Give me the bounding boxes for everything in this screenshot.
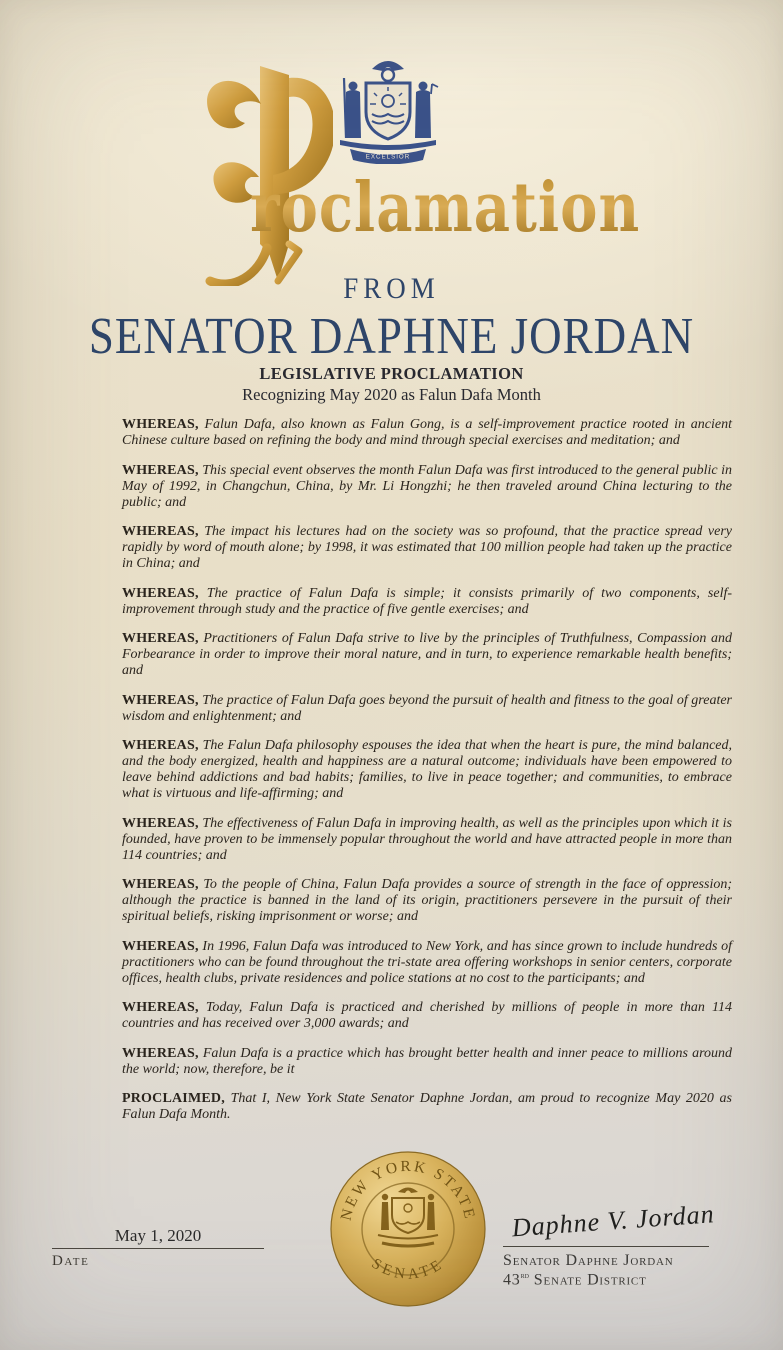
- whereas-paragraph: [122, 877, 732, 925]
- whereas-text: The practice of Falun Dafa is simple; it consists primarily of two components, self-improvement through study and the practice of five gentle exercises; and: [122, 585, 733, 617]
- proclaimed-lead: PROCLAIMED,: [122, 1091, 225, 1106]
- whereas-paragraph: [122, 693, 732, 725]
- whereas-text: Falun Dafa is a practice which has brought better health and inner peace to millions around the world; now, therefore, be it: [122, 1045, 732, 1077]
- whereas-lead: WHEREAS,: [122, 938, 199, 954]
- whereas-text: The practice of Falun Dafa goes beyond the pursuit of health and fitness to the goal of greater wisdom and enlightenment; and: [122, 692, 732, 724]
- whereas-lead: WHEREAS,: [122, 1000, 199, 1015]
- whereas-lead: WHEREAS,: [122, 815, 199, 831]
- senate-seal: [328, 1150, 488, 1308]
- whereas-paragraph: [122, 524, 732, 572]
- date-value: May 1, 2020: [52, 1226, 264, 1249]
- whereas-paragraph: [122, 463, 732, 511]
- date-block: [52, 1226, 264, 1270]
- whereas-paragraph: [122, 631, 732, 679]
- whereas-paragraph: [122, 738, 732, 802]
- proclamation-word-text: roclamation: [250, 166, 641, 248]
- whereas-lead: WHEREAS,: [122, 585, 199, 601]
- whereas-paragraph: [122, 1000, 732, 1032]
- whereas-lead: WHEREAS,: [122, 738, 199, 753]
- new-york-coat-of-arms-icon: [332, 56, 444, 164]
- whereas-text: To the people of China, Falun Dafa provides a source of strength in the face of oppression; although the practice is banned in the land of its origin, practitioners persevere in the pursuit of their spiritual beliefs, risking imprisonment or worse; and: [122, 877, 733, 924]
- doc-subtitle: Recognizing May 2020 as Falun Dafa Month: [242, 385, 541, 404]
- whereas-text: The impact his lectures had on the society was so profound, that the practice spread very rapidly by word of mouth alone; by 1998, it was estimated that 100 million people had taken up the practice in China; and: [122, 524, 733, 571]
- whereas-paragraph: [122, 816, 732, 864]
- from-label: FROM: [343, 272, 440, 305]
- whereas-lead: WHEREAS,: [122, 417, 199, 432]
- date-label: Date: [52, 1253, 90, 1269]
- whereas-text: Falun Dafa, also known as Falun Gong, is a self-improvement practice rooted in ancient Chinese culture based on refining the body and mind through special exercises and meditation; and: [122, 417, 733, 448]
- whereas-lead: WHEREAS,: [122, 524, 199, 539]
- whereas-text: The Falun Dafa philosophy espouses the idea that when the heart is pure, the mind balanced, and the body energized, health and happiness are a natural outcome; individuals have been empowered to leave behind addictions and bad habits; families, to live in peace together; and communities, to embrace what is virtuous and life-affirming; and: [122, 738, 733, 801]
- doc-type-heading: LEGISLATIVE PROCLAMATION: [259, 364, 524, 383]
- whereas-paragraph: [122, 417, 732, 449]
- signer-name: Senator Daphne Jordan: [503, 1252, 674, 1269]
- senator-title: SENATOR DAPHNE JORDAN: [88, 307, 695, 365]
- district-number: 43: [503, 1271, 521, 1289]
- whereas-paragraph: [122, 1046, 732, 1078]
- signer-district: [503, 1270, 709, 1289]
- whereas-paragraph: [122, 939, 732, 987]
- signature-block: [503, 1194, 716, 1289]
- signature-line: [503, 1246, 709, 1247]
- whereas-paragraph: [122, 586, 732, 618]
- whereas-text: In 1996, Falun Dafa was introduced to New York, and has since grown to include hundreds of practitioners who can be found throughout the tri-state area offering workshops in senior centers, corporate offices, health clubs, private residences and police stations at no cost to the participants; and: [122, 938, 733, 986]
- whereas-lead: WHEREAS,: [122, 462, 199, 478]
- proclamation-wordmark: [248, 153, 660, 248]
- whereas-lead: WHEREAS,: [122, 1045, 199, 1061]
- whereas-lead: WHEREAS,: [122, 631, 199, 646]
- proclamation-body: [122, 417, 732, 1137]
- district-name: Senate District: [528, 1271, 647, 1289]
- seal-top-text: NEW YORK STATE: [337, 1157, 479, 1223]
- excelsior-motto-text: EXCELSIOR: [365, 153, 411, 161]
- whereas-lead: WHEREAS,: [122, 692, 199, 708]
- signature-handwriting: Daphne V. Jordan: [510, 1199, 716, 1243]
- whereas-text: The effectiveness of Falun Dafa in improving health, as well as the principles upon which it is founded, have proven to be immensely popular throughout the world and have attracted people in more than 114 countries; and: [122, 815, 732, 863]
- district-ordinal-suffix: rd: [520, 1270, 529, 1280]
- whereas-text: Practitioners of Falun Dafa strive to live by the principles of Truthfulness, Compassion and Forbearance in order to improve their moral nature, and in turn, to experience remarkable health benefits; and: [122, 631, 732, 678]
- whereas-text: This special event observes the month Falun Dafa was first introduced to the general public in May of 1992, in Changchun, China, by Mr. Li Hongzhi; he then traveled around China lecturing to the public; and: [122, 462, 732, 510]
- proclaimed-text: That I, New York State Senator Daphne Jordan, am proud to recognize May 2020 as Falun Dafa Month.: [122, 1091, 732, 1122]
- whereas-lead: WHEREAS,: [122, 877, 199, 892]
- seal-bottom-text: SENATE: [368, 1255, 448, 1283]
- whereas-text: Today, Falun Dafa is practiced and cherished by millions of people in more than 114 countries and has received over 3,000 awards; and: [122, 1000, 732, 1031]
- proclaimed-paragraph: [122, 1091, 732, 1123]
